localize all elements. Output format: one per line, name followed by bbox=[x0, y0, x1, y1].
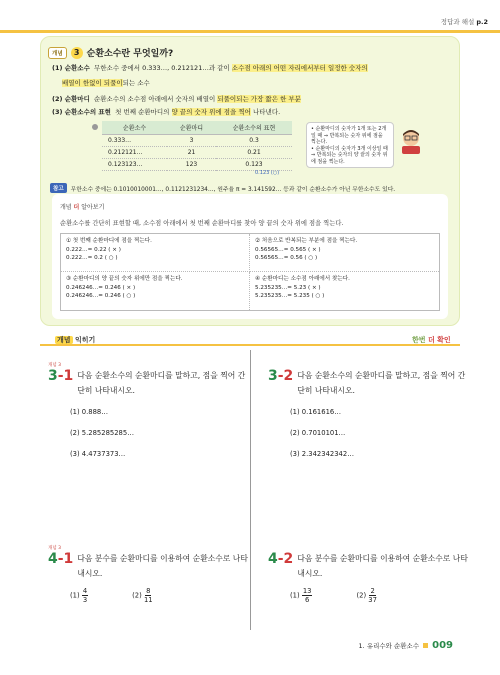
fraction bbox=[82, 587, 88, 604]
item1-highlight: 소수점 아래의 어떤 자리에서부터 일정한 숫자의 bbox=[231, 64, 368, 72]
q-text-2: 단히 나타내시오. bbox=[297, 386, 355, 395]
sub-item: (3) 2.342342342… bbox=[290, 450, 354, 458]
rule-wrong: 0.56565…= 0.565̇ ( × ) bbox=[255, 246, 321, 253]
question-text bbox=[297, 551, 468, 581]
q-text-1: 다음 분수를 순환마디를 이용하여 순환소수로 나타 bbox=[77, 554, 248, 563]
item3-head: (3) 순환소수의 표현 bbox=[52, 108, 111, 116]
item1-text: 무한소수 중에서 0.333…, 0.212121…과 같이 bbox=[93, 64, 232, 72]
note-line: • 순환마디의 숫자가 1개 또는 2개일 때 ⇒ 반복되는 숫자 위에 점을 찍는다. bbox=[311, 126, 387, 145]
tip-tag: 참고 bbox=[50, 183, 67, 193]
q-concept-tag: 개념 3 bbox=[48, 363, 61, 368]
cell: 3 bbox=[167, 135, 216, 147]
more-text: 순환소수를 간단히 표현할 때, 소수점 아래에서 첫 번째 순환마디를 찾아 양 끝의 숫자 위에 점을 찍는다. bbox=[60, 220, 344, 227]
cell: 21 bbox=[167, 147, 216, 159]
question-text bbox=[77, 368, 245, 398]
def-item-1 bbox=[52, 64, 452, 73]
concept-title bbox=[48, 46, 173, 59]
page-footer bbox=[359, 640, 453, 651]
rule-right: 0.222…= 0.2̇ ( ○ ) bbox=[66, 255, 118, 261]
footer-square-icon bbox=[423, 643, 428, 648]
rule-cell bbox=[250, 234, 439, 272]
sub-item: (1) 0.888… bbox=[70, 408, 109, 416]
q-text-1: 다음 순환소수의 순환마디를 말하고, 점을 찍어 간 bbox=[77, 371, 246, 380]
table-row bbox=[102, 159, 292, 171]
cell: 0.2̇1̇ bbox=[216, 147, 292, 159]
def-item-3 bbox=[52, 108, 280, 117]
question-text bbox=[297, 368, 465, 398]
denominator: 6 bbox=[304, 596, 310, 604]
section-left-a: 개념 bbox=[57, 336, 71, 344]
denominator: 37 bbox=[368, 596, 377, 604]
fraction-item bbox=[290, 587, 312, 604]
cell: 123 bbox=[167, 159, 216, 171]
rule-title: ② 처음으로 반복되는 부분에 점을 찍는다. bbox=[255, 238, 358, 244]
numerator: 8 bbox=[146, 587, 151, 595]
q-text-1: 다음 분수를 순환마디를 이용하여 순환소수로 나타 bbox=[297, 554, 468, 563]
rule-cell bbox=[250, 272, 439, 310]
q-text-1: 다음 순환소수의 순환마디를 말하고, 점을 찍어 간 bbox=[297, 371, 466, 380]
note-line: • 순환마디의 숫자가 3개 이상일 때 ⇒ 반복되는 숫자의 양 끝의 숫자 위에 점을 찍는다. bbox=[311, 145, 388, 165]
fraction bbox=[144, 587, 153, 604]
question-4-1 bbox=[48, 546, 248, 604]
rule-wrong: 0.222…= 0.22̇ ( × ) bbox=[66, 246, 121, 253]
cell: 0.212121… bbox=[102, 147, 167, 159]
teacher-avatar-icon bbox=[398, 128, 424, 154]
denominator: 11 bbox=[143, 596, 153, 604]
rule-title: ① 첫 번째 순환마디에 점을 찍는다. bbox=[66, 238, 152, 244]
th-period: 순환마디 bbox=[167, 121, 216, 135]
ref-label: 정답과 해설 bbox=[440, 18, 475, 26]
q-text-2: 내시오. bbox=[297, 569, 323, 578]
question-number bbox=[48, 551, 73, 567]
item3-tail: 나타낸다. bbox=[250, 108, 281, 116]
q-num: 4 bbox=[268, 551, 278, 567]
q-sub: -1 bbox=[57, 551, 74, 567]
table-annotation: 0.1̇23̇ (○) bbox=[255, 170, 280, 176]
column-divider bbox=[250, 350, 251, 630]
item1-head: (1) 순환소수 bbox=[52, 64, 90, 72]
q-num: 3 bbox=[268, 368, 278, 384]
section-bar bbox=[40, 333, 460, 346]
more-heading bbox=[60, 202, 104, 211]
numerator: 13 bbox=[302, 587, 312, 595]
rules-grid bbox=[60, 233, 440, 311]
item2-head: (2) 순환마디 bbox=[52, 95, 90, 103]
f-label: (1) bbox=[290, 591, 300, 600]
cell: 0.1̇23̇ bbox=[216, 159, 292, 171]
item1-highlight2: 배열이 한없이 되풀이 bbox=[62, 79, 123, 87]
def-item-1-cont bbox=[62, 79, 150, 88]
question-3-2 bbox=[268, 368, 468, 465]
th-notation: 순환소수의 표현 bbox=[216, 121, 292, 135]
fraction bbox=[368, 587, 377, 604]
concept-tag: 개념 bbox=[48, 47, 67, 59]
q-sub: -2 bbox=[277, 551, 294, 567]
question-4-2 bbox=[268, 551, 468, 604]
rule-wrong: 5.235235…= 5.2̇3̇ ( × ) bbox=[255, 284, 321, 291]
more-head-b: 더 bbox=[73, 204, 80, 211]
f-label: (2) bbox=[356, 591, 367, 600]
question-text bbox=[77, 551, 248, 581]
question-3-1 bbox=[48, 363, 248, 465]
q-concept-tag: 개념 3 bbox=[48, 546, 61, 551]
rule-title: ③ 순환마디의 양 끝의 숫자 위에만 점을 찍는다. bbox=[66, 276, 183, 282]
item1-tail: 되는 소수 bbox=[122, 79, 150, 87]
section-right-title bbox=[412, 335, 451, 345]
q-sub: -2 bbox=[277, 368, 294, 384]
section-right-b: 더 확인 bbox=[427, 336, 451, 344]
more-head-a: 개념 bbox=[60, 204, 74, 211]
f-label: (1) bbox=[70, 591, 80, 600]
sub-item: (2) 5.285285285… bbox=[70, 429, 134, 437]
q-num: 4 bbox=[48, 551, 58, 567]
question-number bbox=[268, 368, 293, 384]
table-row bbox=[102, 147, 292, 159]
question-number bbox=[268, 551, 293, 567]
rule-title: ④ 순환마디는 소수점 아래에서 찾는다. bbox=[255, 276, 350, 282]
chapter-label: 1. 유리수와 순환소수 bbox=[358, 642, 420, 650]
concept-title-text: 순환소수란 무엇일까? bbox=[86, 49, 174, 59]
answer-reference bbox=[441, 17, 488, 26]
item3-text: 첫 번째 순환마디의 bbox=[115, 108, 172, 116]
sub-item: (2) 0.7010101… bbox=[290, 429, 346, 437]
concept-number: 3 bbox=[71, 47, 83, 59]
f-label: (2) bbox=[132, 591, 142, 600]
sub-item: (1) 0.161616… bbox=[290, 408, 342, 416]
top-bar bbox=[0, 30, 500, 33]
item2-text: 순환소수의 소수점 아래에서 숫자의 배열이 bbox=[93, 95, 218, 103]
th-recurring: 순환소수 bbox=[102, 121, 167, 135]
tip-row bbox=[50, 183, 395, 193]
q-num: 3 bbox=[48, 368, 58, 384]
more-head-c: 알아보기 bbox=[79, 204, 105, 211]
numerator: 2 bbox=[370, 587, 375, 595]
rule-right: 0.56565…= 0.5̇6̇ ( ○ ) bbox=[255, 255, 318, 261]
note-box bbox=[306, 122, 394, 168]
fraction-item bbox=[356, 587, 376, 604]
fraction bbox=[302, 587, 313, 604]
denominator: 3 bbox=[82, 596, 88, 604]
fraction-item bbox=[132, 587, 152, 604]
def-item-2 bbox=[52, 95, 301, 104]
cell: 0.3̇ bbox=[216, 135, 292, 147]
q-text-2: 내시오. bbox=[77, 569, 103, 578]
item3-highlight: 양 끝의 숫자 위에 점을 찍어 bbox=[171, 108, 251, 116]
rule-wrong: 0.246246…= 0.2̇4̇6̇ ( × ) bbox=[66, 284, 136, 291]
tip-text: 무한소수 중에는 0.1010010001…, 0.1121231234…, 원주율 π = 3.141592… 등과 같이 순환소수가 아닌 무한소수도 있다. bbox=[70, 186, 396, 193]
section-left-title bbox=[55, 335, 95, 345]
ref-page: p.2 bbox=[476, 18, 488, 26]
q-text-2: 단히 나타내시오. bbox=[77, 386, 135, 395]
numerator: 4 bbox=[82, 587, 88, 595]
sub-item: (3) 4.4737373… bbox=[70, 450, 126, 458]
section-left-b: 익히기 bbox=[72, 336, 96, 344]
table-row bbox=[102, 135, 292, 147]
page-number: 009 bbox=[432, 640, 453, 651]
item2-highlight: 되풀이되는 가장 짧은 한 부분 bbox=[217, 95, 301, 103]
cell: 0.333… bbox=[102, 135, 167, 147]
rule-right: 0.246246…= 0.2̇46̇ ( ○ ) bbox=[66, 293, 136, 299]
rule-cell bbox=[61, 234, 250, 272]
recurring-table bbox=[102, 121, 292, 171]
rule-cell bbox=[61, 272, 250, 310]
section-right-a: 한번 bbox=[412, 336, 428, 344]
fraction-item bbox=[70, 587, 88, 604]
cell: 0.123123… bbox=[102, 159, 167, 171]
question-number bbox=[48, 368, 73, 384]
table-bullet-icon bbox=[92, 124, 98, 130]
q-sub: -1 bbox=[57, 368, 74, 384]
rule-right: 5.235235…= 5.2̇35̇ ( ○ ) bbox=[255, 293, 325, 299]
